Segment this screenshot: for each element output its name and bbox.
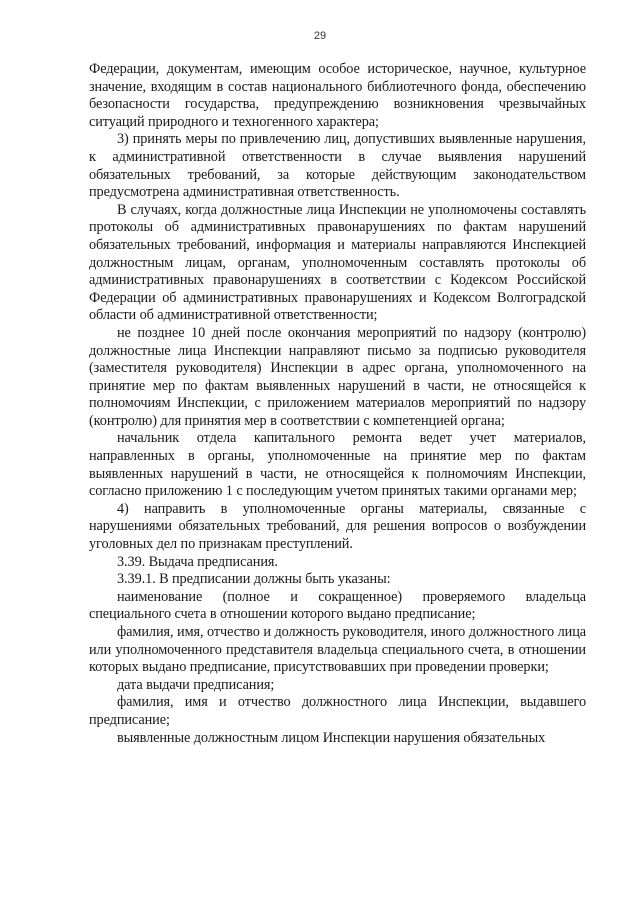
section-heading-3-39: 3.39. Выдача предписания. [117,553,278,570]
list-item: дата выдачи предписания; [117,676,275,693]
subsection-3-39-1: 3.39.1. В предписании должны быть указаны: [117,571,391,588]
paragraph-continuation: Федерации, документам, имеющим особое историческое, научное, культурное значение, входящим в состав национального библиотечного фонда, обеспечению безопасности государства, предупреждению возникновения чрезвычайных ситуаций природного и техногенного характера; [89,61,586,130]
list-item: фамилия, имя и отчество должностного лица Инспекции, выдавшего предписание; [89,694,586,728]
list-item: выявленные должностным лицом Инспекции нарушения обязательных [117,729,546,746]
paragraph-item-3: 3) принять меры по привлечению лиц, допустивших выявленные нарушения, к административной ответственности в случае выявления нарушений обязательных требований, за которые действующим законодательством предусмотрена административная ответственность. [89,131,586,201]
paragraph: В случаях, когда должностные лица Инспекции не уполномочены составлять протоколы об административных правонарушениях по фактам нарушений обязательных требований, информация и материалы направляются Инспекцией должностным лицам, органам, уполномоченным составлять протоколы об административных правонарушениях в соответствии с Кодексом Российской Федерации об административных правонарушениях и Кодексом Волгоградской области об административной ответственности; [89,201,586,324]
list-item: фамилия, имя, отчество и должность руководителя, иного должностного лица или уполномоченного представителя владельца специального счета, в отношении которых выдано предписание, присутствовавших при проведении проверки; [89,624,586,676]
paragraph: начальник отдела капитального ремонта ведет учет материалов, направленных в органы, уполномоченные на принятие мер по фактам выявленных нарушений в части, не относящейся к полномочиям Инспекции, согласно приложению 1 с последующим учетом принятых такими органами мер; [89,430,586,500]
paragraph: не позднее 10 дней после окончания мероприятий по надзору (контролю) должностные лица Инспекции направляют письмо за подписью руководителя (заместителя руководителя) Инспекции в адрес органа, уполномоченного на принятие мер по фактам выявленных нарушений в части, не относящейся к полномочиям Инспекции, с приложением материалов мероприятий по надзору (контролю) для принятия мер в соответствии с компетенцией органа; [89,324,586,429]
document-body [89,61,586,747]
page-number: 29 [313,30,327,42]
paragraph-item-4: 4) направить в уполномоченные органы материалы, связанные с нарушениями обязательных требований, для решения вопросов о возбуждении уголовных дел по признакам преступлений. [89,500,586,553]
list-item: наименование (полное и сокращенное) проверяемого владельца специального счета в отношении которого выдано предписание; [89,588,586,623]
